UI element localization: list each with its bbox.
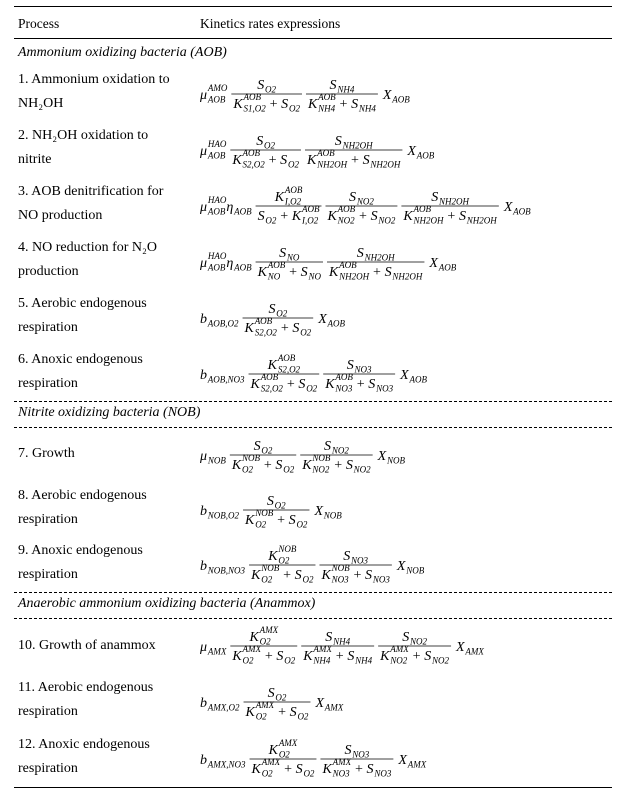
- rate-expression-1: [200, 70, 610, 118]
- fraction-1-denominator-term-0-symbol: K: [327, 209, 337, 224]
- process-1: 1. Ammonium oxidation to NH₂OH: [18, 72, 170, 111]
- fraction-2-numerator-term-0-subscript: NO2: [409, 636, 428, 647]
- equation-svg: [200, 622, 610, 670]
- fraction-0-numerator-term-0-symbol: K: [249, 630, 259, 645]
- fraction-1-numerator-term-0-subscript: NO2: [331, 445, 349, 456]
- fraction-0-denominator-term-0-symbol: K: [233, 97, 243, 112]
- fraction-0-denominator-term-0-symbol: K: [251, 568, 261, 583]
- fraction-1-denominator-term-0-symbol: K: [306, 153, 317, 168]
- fraction-0-denominator-operator: +: [279, 209, 289, 224]
- fraction-1-numerator-term-0-subscript: NO3: [354, 364, 372, 375]
- fraction-0-numerator-term-0-symbol: S: [267, 686, 275, 701]
- fraction-0-denominator-term-0-symbol: K: [245, 705, 255, 720]
- rate-prefactor-0-subscript: AMX,NO3: [207, 759, 246, 770]
- rate-prefactor-0-subscript: AOB,O2: [207, 318, 239, 329]
- fraction-0-denominator-term-0-superscript: AMX: [242, 644, 261, 654]
- rate-prefactor-0-subscript: AOB: [207, 150, 226, 161]
- fraction-0-numerator-term-0-subscript: O2: [276, 308, 288, 319]
- fraction-1-denominator-term-0-symbol: K: [321, 568, 331, 583]
- equation-svg: [200, 126, 610, 174]
- fraction-1-denominator-term-0-subscript: NH2OH: [317, 159, 348, 170]
- biomass-symbol: X: [318, 312, 327, 327]
- fraction-1-denominator-term-0-subscript: NO3: [331, 574, 349, 585]
- fraction-0-denominator-operator: +: [285, 377, 296, 392]
- fraction-0-numerator-term-0-subscript: NO: [286, 252, 300, 263]
- biomass-symbol: X: [382, 88, 392, 103]
- fraction-0-numerator-term-0-symbol: K: [274, 190, 285, 205]
- fraction-0-denominator-term-0-subscript: O2: [261, 574, 273, 585]
- fraction-0-denominator-term-0-subscript: S2,O2: [254, 327, 277, 338]
- biomass-symbol: X: [407, 144, 416, 159]
- fraction-0-numerator-term-0-symbol: K: [268, 743, 279, 758]
- fraction-0-numerator-term-0-symbol: S: [279, 246, 287, 261]
- fraction-0-numerator-term-0-subscript: S2,O2: [277, 364, 301, 375]
- fraction-1-numerator-term-0-symbol: S: [329, 78, 337, 93]
- section-title-nob: Nitrite oxidizing bacteria (NOB): [18, 405, 201, 420]
- fraction-1-denominator-term-2-subscript: NO2: [353, 464, 371, 475]
- fraction-0-denominator-term-0-subscript: NO: [267, 271, 281, 282]
- fraction-1-denominator-term-2-subscript: NH2OH: [392, 271, 423, 282]
- fraction-0-denominator-term-2-symbol: S: [298, 377, 306, 392]
- process-7: 7. Growth: [18, 446, 75, 461]
- fraction-0-denominator-term-0-superscript: AOB: [267, 260, 286, 270]
- fraction-0-denominator-term-0-subscript: O2: [261, 768, 273, 779]
- fraction-1-denominator-operator: +: [372, 265, 382, 280]
- fraction-0-denominator-operator: +: [267, 153, 278, 168]
- fraction-0-denominator-term-2-symbol: K: [291, 209, 302, 224]
- fraction-0-denominator-term-0-subscript: O2: [242, 655, 254, 666]
- fraction-0-denominator-term-0-symbol: K: [251, 762, 261, 777]
- fraction-2-denominator-operator: +: [411, 649, 422, 664]
- header-kinetics: Kinetics rates expressions: [200, 16, 341, 31]
- table-top-rule: [14, 6, 612, 7]
- fraction-0-denominator-term-2-subscript: O2: [296, 519, 308, 530]
- fraction-1-denominator-term-0-symbol: K: [325, 377, 335, 392]
- fraction-0-denominator-term-0-symbol: K: [231, 458, 242, 473]
- fraction-0-denominator-term-2-symbol: S: [288, 513, 296, 528]
- fraction-1-denominator-term-0-superscript: AMX: [332, 757, 352, 767]
- equation-svg: [200, 182, 610, 230]
- fraction-1-numerator-term-0-symbol: S: [324, 439, 332, 454]
- fraction-0-denominator-operator: +: [282, 568, 292, 583]
- rate-expression-2: [200, 126, 610, 174]
- biomass-subscript: AOB: [327, 318, 346, 329]
- rate-prefactor-0-symbol: b: [200, 696, 207, 711]
- section-divider-aob: [14, 401, 612, 402]
- rate-prefactor-1-symbol: η: [226, 256, 234, 271]
- biomass-symbol: X: [314, 504, 324, 519]
- fraction-1-numerator-term-0-subscript: NH4: [333, 636, 351, 647]
- fraction-1-denominator-term-2-subscript: NH4: [355, 655, 373, 666]
- fraction-0-denominator-term-2-subscript: O2: [287, 159, 299, 170]
- fraction-1-denominator-term-2-subscript: NO3: [372, 574, 390, 585]
- fraction-2-denominator-term-0-symbol: K: [380, 649, 390, 664]
- rate-expression-6: [200, 350, 610, 398]
- fraction-0-numerator-term-0-symbol: K: [268, 549, 278, 564]
- fraction-0-numerator-term-0-superscript: AMX: [278, 738, 298, 748]
- fraction-0-denominator-term-2-symbol: S: [280, 153, 288, 168]
- fraction-0-denominator-term-0-symbol: K: [232, 153, 242, 168]
- fraction-1-denominator-term-0-subscript: NO2: [337, 215, 355, 226]
- fraction-1-numerator-term-0-symbol: S: [343, 549, 351, 564]
- fraction-0-denominator-term-2-subscript: O2: [300, 327, 312, 338]
- biomass-symbol: X: [400, 368, 409, 383]
- rate-expression-11: [200, 678, 610, 726]
- fraction-0-numerator-term-0-subscript: O2: [274, 500, 286, 511]
- fraction-1-denominator-term-0-superscript: AOB: [337, 204, 356, 214]
- fraction-2-denominator-term-2-symbol: S: [459, 209, 467, 224]
- rate-prefactor-0-symbol: μ: [200, 200, 208, 215]
- fraction-1-numerator-term-0-subscript: NO3: [352, 749, 370, 760]
- fraction-0-numerator-term-0-superscript: AOB: [284, 185, 303, 195]
- fraction-0-denominator-term-2-symbol: S: [292, 321, 300, 336]
- fraction-1-numerator-term-0-symbol: S: [334, 134, 342, 149]
- rate-expression-9: [200, 541, 610, 589]
- fraction-2-denominator-term-2-subscript: NH2OH: [466, 215, 497, 226]
- fraction-1-denominator-term-2-subscript: NO2: [378, 215, 396, 226]
- fraction-1-denominator-term-2-symbol: S: [351, 97, 359, 112]
- fraction-0-numerator-term-0-symbol: S: [257, 78, 265, 93]
- fraction-0-denominator-operator: +: [262, 458, 273, 473]
- fraction-1-denominator-term-2-symbol: S: [365, 568, 373, 583]
- rate-prefactor-0-subscript: NOB: [207, 455, 226, 466]
- section-title-rule-anammox: [14, 618, 612, 619]
- fraction-0-numerator-term-0-subscript: O2: [259, 636, 271, 647]
- fraction-0-denominator-term-2-symbol: S: [295, 762, 303, 777]
- fraction-0-denominator-term-2-subscript: O2: [297, 711, 309, 722]
- fraction-0-denominator-term-0-subscript: O2: [241, 464, 253, 475]
- fraction-0-denominator-term-0-symbol: K: [232, 649, 242, 664]
- rate-prefactor-0-subscript: NOB,NO3: [207, 565, 246, 576]
- fraction-0-denominator-term-2-subscript: O2: [302, 574, 314, 585]
- rate-expression-4: [200, 238, 610, 286]
- biomass-subscript: AOB: [392, 94, 410, 105]
- fraction-2-denominator-term-2-symbol: S: [424, 649, 432, 664]
- fraction-2-denominator-operator: +: [446, 209, 457, 224]
- fraction-0-denominator-term-0-superscript: AOB: [260, 372, 279, 382]
- rate-prefactor-0-symbol: μ: [200, 88, 208, 103]
- fraction-0-numerator-term-0-subscript: O2: [275, 692, 287, 703]
- fraction-1-denominator-operator: +: [352, 568, 363, 583]
- biomass-subscript: NOB: [323, 510, 342, 521]
- rate-expression-7: [200, 431, 610, 479]
- fraction-0-denominator-term-0-superscript: NOB: [261, 563, 280, 573]
- fraction-1-denominator-term-0-superscript: AOB: [335, 372, 353, 382]
- fraction-1-numerator-term-0-symbol: S: [356, 246, 364, 261]
- fraction-1-denominator-term-2-subscript: NH4: [358, 103, 376, 114]
- section-title-aob: Ammonium oxidizing bacteria (AOB): [18, 45, 227, 60]
- fraction-2-denominator-term-0-subscript: NO2: [390, 655, 408, 666]
- equation-svg: [200, 735, 610, 783]
- fraction-1-denominator-term-2-symbol: S: [370, 209, 378, 224]
- fraction-1-denominator-term-0-superscript: NOB: [331, 563, 350, 573]
- fraction-1-denominator-term-2-symbol: S: [366, 762, 374, 777]
- biomass-symbol: X: [456, 640, 465, 655]
- fraction-0-denominator-operator: +: [283, 762, 293, 777]
- fraction-0-denominator-term-2-symbol: S: [300, 265, 308, 280]
- fraction-1-denominator-term-0-symbol: K: [322, 762, 332, 777]
- fraction-0-denominator-term-2-symbol: S: [276, 649, 284, 664]
- fraction-1-denominator-operator: +: [338, 97, 349, 112]
- header-process: Process: [18, 16, 60, 31]
- fraction-0-denominator-term-2-subscript: I,O2: [301, 215, 319, 226]
- fraction-0-numerator-term-0-superscript: NOB: [278, 544, 297, 554]
- fraction-1-denominator-term-2-subscript: NO3: [376, 383, 394, 394]
- fraction-2-numerator-term-0-symbol: S: [431, 190, 439, 205]
- fraction-0-denominator-term-0-symbol: K: [245, 513, 255, 528]
- equation-svg: [200, 541, 610, 589]
- fraction-1-denominator-operator: +: [350, 153, 360, 168]
- fraction-0-denominator-term-2-subscript: O2: [288, 103, 300, 114]
- fraction-0-denominator-term-2-subscript: O2: [306, 383, 318, 394]
- process-6: 6. Anoxic endogenous respiration: [18, 352, 143, 391]
- fraction-1-numerator-term-0-subscript: NH2OH: [364, 252, 395, 263]
- process-3: 3. AOB denitrification for NO production: [18, 184, 164, 223]
- rate-prefactor-0-subscript: AOB,NO3: [207, 374, 245, 385]
- fraction-0-denominator-term-2-subscript: O2: [283, 464, 295, 475]
- fraction-0-denominator-term-0-symbol: K: [244, 321, 254, 336]
- fraction-1-numerator-term-0-subscript: NH4: [337, 84, 355, 95]
- table-bottom-rule: [14, 787, 612, 788]
- fraction-1-denominator-term-2-symbol: S: [384, 265, 392, 280]
- fraction-1-denominator-term-0-subscript: NO3: [335, 383, 353, 394]
- fraction-0-denominator-term-2-subscript: O2: [303, 768, 315, 779]
- biomass-symbol: X: [429, 256, 438, 271]
- biomass-subscript: AOB: [409, 374, 427, 385]
- fraction-0-denominator-term-0-subscript: S2,O2: [260, 383, 283, 394]
- rate-expression-10: [200, 622, 610, 670]
- fraction-0-denominator-operator: +: [263, 649, 274, 664]
- fraction-0-denominator-term-2-symbol: S: [275, 458, 283, 473]
- fraction-1-denominator-operator: +: [358, 209, 368, 224]
- biomass-symbol: X: [503, 200, 513, 215]
- equation-svg: [200, 70, 610, 118]
- biomass-symbol: X: [396, 559, 406, 574]
- fraction-1-denominator-operator: +: [333, 458, 343, 473]
- process-11: 11. Aerobic endogenous respiration: [18, 680, 154, 719]
- rate-expression-12: [200, 735, 610, 783]
- section-title-anammox: Anaerobic ammonium oxidizing bacteria (Anammox): [18, 596, 316, 611]
- rate-prefactor-0-subscript: AMX: [207, 646, 227, 657]
- biomass-subscript: AMX: [407, 759, 427, 770]
- fraction-1-denominator-term-2-subscript: NO3: [374, 768, 392, 779]
- fraction-0-denominator-term-0-superscript: AMX: [255, 700, 275, 710]
- fraction-2-denominator-term-0-symbol: K: [403, 209, 413, 224]
- fraction-1-denominator-term-0-symbol: K: [328, 265, 339, 280]
- fraction-0-denominator-term-0-symbol: S: [257, 209, 265, 224]
- process-12: 12. Anoxic endogenous respiration: [18, 737, 150, 776]
- fraction-1-denominator-operator: +: [355, 377, 366, 392]
- biomass-symbol: X: [377, 449, 387, 464]
- biomass-subscript: AOB: [513, 206, 531, 217]
- fraction-0-numerator-term-0-symbol: S: [268, 302, 276, 317]
- fraction-0-denominator-operator: +: [288, 265, 298, 280]
- fraction-1-denominator-term-0-symbol: K: [307, 97, 318, 112]
- equation-svg: [200, 486, 610, 534]
- fraction-1-denominator-term-0-subscript: NH4: [318, 103, 336, 114]
- rate-prefactor-0-superscript: HAO: [207, 139, 227, 149]
- fraction-2-denominator-term-0-subscript: NH2OH: [413, 215, 444, 226]
- biomass-subscript: AOB: [416, 150, 435, 161]
- biomass-subscript: AMX: [465, 646, 484, 657]
- rate-prefactor-0-superscript: AMO: [207, 83, 228, 93]
- fraction-2-numerator-term-0-symbol: S: [402, 630, 410, 645]
- fraction-0-denominator-term-0-subscript: O2: [265, 215, 277, 226]
- biomass-subscript: NOB: [387, 455, 406, 466]
- fraction-1-denominator-term-2-symbol: S: [362, 153, 370, 168]
- process-5: 5. Aerobic endogenous respiration: [18, 296, 147, 335]
- process-8: 8. Aerobic endogenous respiration: [18, 488, 147, 527]
- fraction-0-denominator-term-0-superscript: AOB: [243, 92, 261, 102]
- fraction-0-numerator-term-0-subscript: O2: [278, 555, 290, 566]
- fraction-0-numerator-term-0-subscript: O2: [278, 749, 290, 760]
- fraction-1-denominator-term-0-subscript: NO3: [332, 768, 350, 779]
- equation-svg: [200, 678, 610, 726]
- fraction-0-denominator-term-2-symbol: S: [294, 568, 302, 583]
- rate-prefactor-0-subscript: AOB: [207, 94, 226, 105]
- rate-prefactor-0-symbol: b: [200, 368, 207, 383]
- rate-prefactor-0-superscript: HAO: [207, 195, 227, 205]
- rate-prefactor-0-symbol: b: [200, 504, 207, 519]
- fraction-1-denominator-term-2-symbol: S: [347, 649, 355, 664]
- fraction-0-denominator-term-2-superscript: AOB: [301, 204, 320, 214]
- fraction-0-denominator-term-0-subscript: S2,O2: [242, 159, 265, 170]
- fraction-1-denominator-term-2-symbol: S: [368, 377, 376, 392]
- fraction-0-numerator-term-0-symbol: S: [266, 494, 274, 509]
- rate-expression-5: [200, 294, 610, 342]
- fraction-1-denominator-term-0-superscript: AMX: [313, 644, 332, 654]
- fraction-0-denominator-term-0-superscript: AMX: [261, 757, 281, 767]
- fraction-0-denominator-term-0-superscript: NOB: [255, 508, 274, 518]
- fraction-0-numerator-term-0-subscript: O2: [261, 445, 273, 456]
- rate-prefactor-0-symbol: μ: [200, 449, 208, 464]
- fraction-1-numerator-term-0-symbol: S: [325, 630, 333, 645]
- fraction-0-denominator-term-2-symbol: S: [289, 705, 297, 720]
- fraction-0-denominator-operator: +: [268, 97, 279, 112]
- fraction-0-denominator-term-0-symbol: K: [250, 377, 260, 392]
- fraction-1-numerator-term-0-symbol: S: [349, 190, 357, 205]
- biomass-symbol: X: [398, 753, 407, 768]
- fraction-1-numerator-term-0-subscript: NH2OH: [342, 140, 373, 151]
- fraction-1-denominator-operator: +: [354, 762, 364, 777]
- rate-prefactor-0-subscript: NOB,O2: [207, 510, 240, 521]
- rate-expression-8: [200, 486, 610, 534]
- equation-svg: [200, 350, 610, 398]
- fraction-1-denominator-term-0-symbol: K: [302, 458, 312, 473]
- equation-svg: [200, 294, 610, 342]
- fraction-0-denominator-term-0-subscript: O2: [255, 519, 267, 530]
- section-title-rule-nob: [14, 427, 612, 428]
- fraction-1-numerator-term-0-subscript: NO2: [356, 196, 374, 207]
- header-rule: [14, 38, 612, 39]
- fraction-1-numerator-term-0-symbol: S: [346, 358, 354, 373]
- process-4: 4. NO reduction for N₂O production: [18, 240, 158, 279]
- process-10: 10. Growth of anammox: [18, 638, 156, 653]
- fraction-0-denominator-term-2-subscript: O2: [284, 655, 296, 666]
- fraction-0-denominator-operator: +: [277, 705, 287, 720]
- fraction-1-denominator-term-0-superscript: AOB: [317, 148, 335, 158]
- equation-svg: [200, 431, 610, 479]
- rate-prefactor-1-subscript: AOB: [234, 262, 252, 273]
- fraction-0-denominator-term-0-symbol: K: [257, 265, 267, 280]
- rate-prefactor-0-symbol: μ: [200, 256, 208, 271]
- fraction-2-denominator-term-0-superscript: AMX: [390, 644, 409, 654]
- fraction-0-denominator-term-2-subscript: NO: [308, 271, 321, 282]
- fraction-1-denominator-term-0-subscript: NH2OH: [339, 271, 370, 282]
- fraction-0-numerator-term-0-symbol: S: [253, 439, 261, 454]
- fraction-1-denominator-term-0-subscript: NO2: [312, 464, 330, 475]
- rate-prefactor-0-symbol: b: [200, 312, 207, 327]
- fraction-0-numerator-term-0-subscript: I,O2: [284, 196, 302, 207]
- rate-prefactor-0-symbol: b: [200, 559, 207, 574]
- rate-prefactor-0-superscript: HAO: [207, 251, 227, 261]
- fraction-0-denominator-term-0-subscript: O2: [255, 711, 267, 722]
- rate-prefactor-1-symbol: η: [226, 200, 234, 215]
- rate-prefactor-0-subscript: AMX,O2: [207, 702, 240, 713]
- process-2: 2. NH₂OH oxidation to nitrite: [18, 128, 149, 167]
- rate-prefactor-0-symbol: b: [200, 753, 207, 768]
- fraction-0-numerator-term-0-subscript: O2: [264, 140, 276, 151]
- rate-prefactor-0-symbol: μ: [200, 144, 208, 159]
- biomass-subscript: AOB: [438, 262, 457, 273]
- fraction-2-denominator-term-2-subscript: NO2: [432, 655, 450, 666]
- rate-prefactor-0-subscript: AOB: [207, 262, 226, 273]
- fraction-1-denominator-term-2-symbol: S: [345, 458, 353, 473]
- fraction-1-denominator-term-0-superscript: AOB: [318, 92, 336, 102]
- fraction-2-denominator-term-0-superscript: AOB: [413, 204, 432, 214]
- fraction-0-denominator-operator: +: [276, 513, 286, 528]
- fraction-0-denominator-term-0-subscript: S1,O2: [243, 103, 266, 114]
- fraction-0-denominator-term-0-superscript: NOB: [241, 453, 260, 463]
- fraction-1-numerator-term-0-symbol: S: [344, 743, 352, 758]
- fraction-1-denominator-operator: +: [334, 649, 345, 664]
- fraction-1-numerator-term-0-subscript: NO3: [351, 555, 369, 566]
- fraction-0-numerator-term-0-subscript: O2: [265, 84, 277, 95]
- fraction-0-denominator-term-2-symbol: S: [281, 97, 289, 112]
- fraction-0-numerator-term-0-superscript: AOB: [277, 353, 296, 363]
- fraction-0-numerator-term-0-superscript: AMX: [259, 625, 279, 635]
- fraction-0-denominator-operator: +: [279, 321, 290, 336]
- fraction-1-denominator-term-0-superscript: NOB: [312, 453, 331, 463]
- fraction-1-denominator-term-2-subscript: NH2OH: [370, 159, 401, 170]
- fraction-1-denominator-term-0-superscript: AOB: [339, 260, 357, 270]
- fraction-0-numerator-term-0-symbol: K: [267, 358, 278, 373]
- fraction-1-denominator-term-0-subscript: NH4: [313, 655, 331, 666]
- equation-svg: [200, 238, 610, 286]
- rate-prefactor-0-symbol: μ: [200, 640, 208, 655]
- fraction-0-denominator-term-0-superscript: AOB: [254, 316, 273, 326]
- rate-prefactor-0-subscript: AOB: [207, 206, 226, 217]
- biomass-subscript: AMX: [324, 702, 344, 713]
- rate-prefactor-1-subscript: AOB: [234, 206, 252, 217]
- section-divider-nob: [14, 592, 612, 593]
- biomass-subscript: NOB: [406, 565, 425, 576]
- biomass-symbol: X: [315, 696, 325, 711]
- fraction-0-numerator-term-0-symbol: S: [256, 134, 264, 149]
- process-9: 9. Anoxic endogenous respiration: [18, 543, 143, 582]
- fraction-1-denominator-term-0-symbol: K: [303, 649, 313, 664]
- fraction-2-numerator-term-0-subscript: NH2OH: [439, 196, 470, 207]
- fraction-0-denominator-term-0-superscript: AOB: [242, 148, 260, 158]
- rate-expression-3: [200, 182, 610, 230]
